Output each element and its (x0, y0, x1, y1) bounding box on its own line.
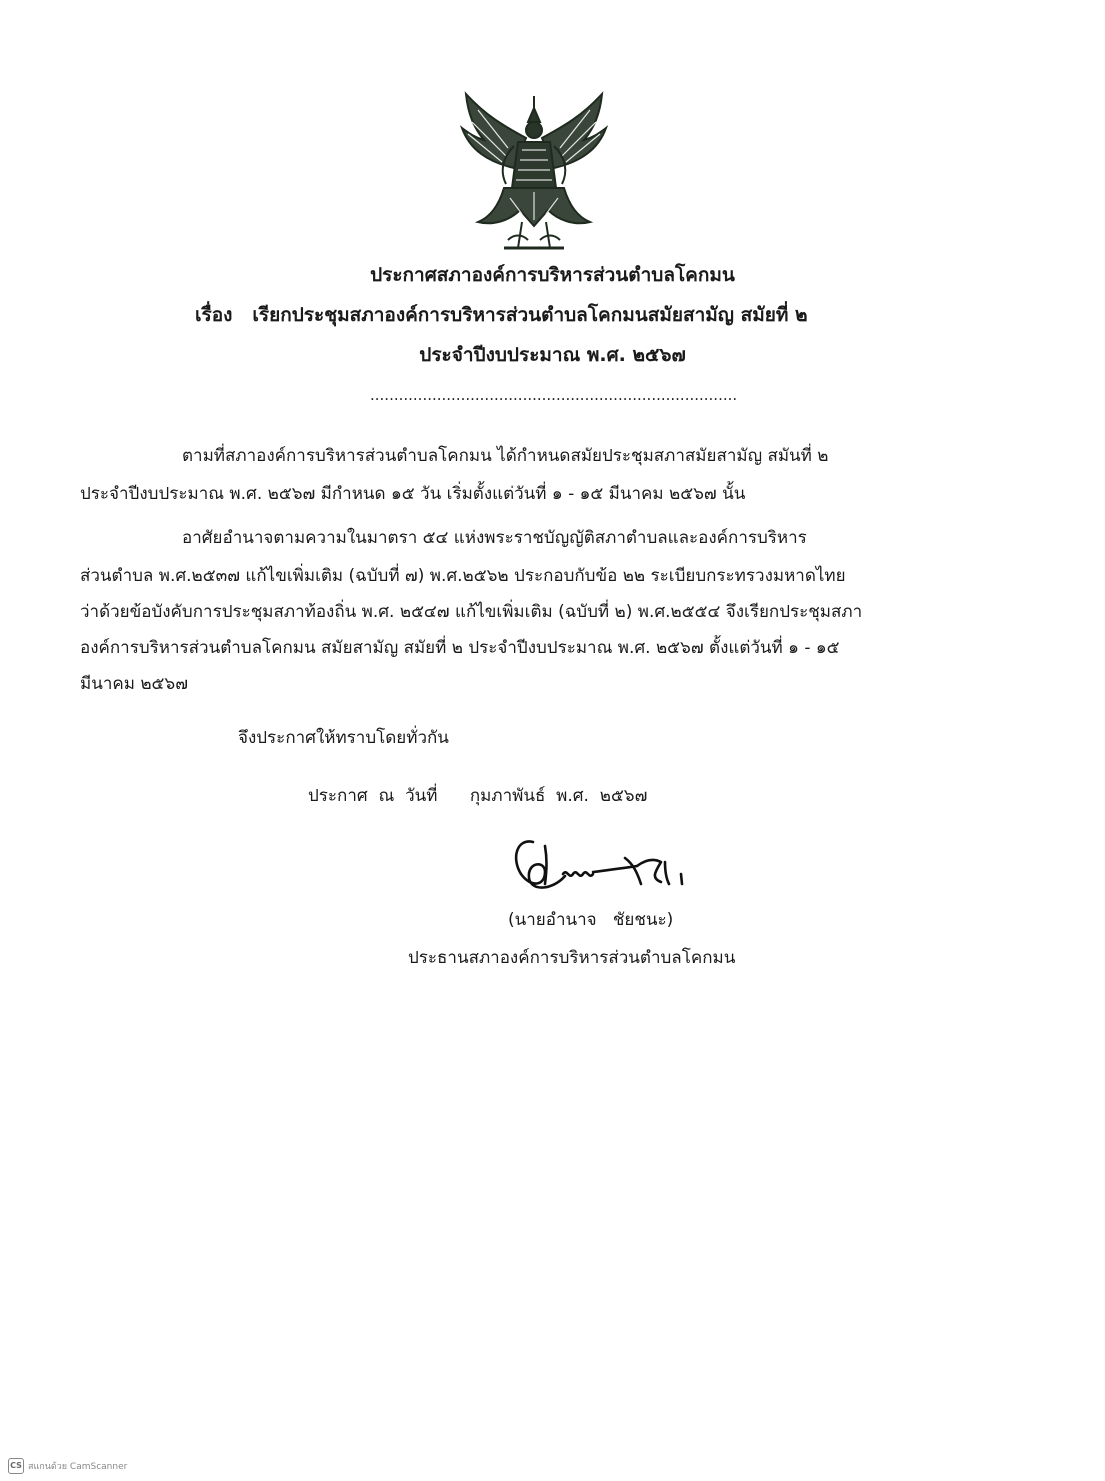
para1-line2: ประจำปีงบประมาณ พ.ศ. ๒๕๖๗ มีกำหนด ๑๕ วัน เริ่มตั้งแต่วันที่ ๑ - ๑๕ มีนาคม ๒๕๖๗ นั้น (80, 484, 746, 504)
subject-label: เรื่อง (195, 304, 233, 326)
fiscal-year-line: ประจำปีงบประมาณ พ.ศ. ๒๕๖๗ (419, 344, 686, 366)
garuda-emblem (448, 88, 620, 258)
subject-text: เรียกประชุมสภาองค์การบริหารส่วนตำบลโคกมนสมัยสามัญ สมัยที่ ๒ (252, 304, 808, 326)
para2-line1: อาศัยอำนาจตามความในมาตรา ๕๔ แห่งพระราชบัญญัติสภาตำบลและองค์การบริหาร (182, 528, 807, 548)
para2-line3: ว่าด้วยข้อบังคับการประชุมสภาท้องถิ่น พ.ศ. ๒๕๔๗ แก้ไขเพิ่มเติม (ฉบับที่ ๒) พ.ศ.๒๕๕๔ จึงเรียกประชุมสภา (80, 602, 863, 622)
para1-line1: ตามที่สภาองค์การบริหารส่วนตำบลโคกมน ได้กำหนดสมัยประชุมสภาสมัยสามัญ สมันที่ ๒ (182, 446, 829, 466)
announce-line: จึงประกาศให้ทราบโดยทั่วกัน (238, 728, 449, 748)
announcement-title: ประกาศสภาองค์การบริหารส่วนตำบลโคกมน (370, 264, 735, 286)
date-line: ประกาศ ณ วันที่ กุมภาพันธ์ พ.ศ. ๒๕๖๗ (308, 786, 648, 806)
signatory-position: ประธานสภาองค์การบริหารส่วนตำบลโคกมน (408, 948, 736, 968)
camscanner-logo-icon: CS (8, 1458, 24, 1474)
scanner-watermark (8, 1458, 127, 1474)
para2-line2: ส่วนตำบล พ.ศ.๒๕๓๗ แก้ไขเพิ่มเติม (ฉบับที่ ๗) พ.ศ.๒๕๖๒ ประกอบกับข้อ ๒๒ ระเบียบกระทรวงมหาดไทย (80, 566, 846, 586)
separator-dots: ............................................................................. (370, 386, 738, 404)
signatory-name: (นายอำนาจ ชัยชนะ) (508, 910, 674, 930)
announcement-subject (195, 300, 808, 330)
para2-line5: มีนาคม ๒๕๖๗ (80, 674, 189, 694)
handwritten-signature (505, 828, 705, 898)
scanner-text: สแกนด้วย CamScanner (28, 1462, 128, 1472)
para2-line4: องค์การบริหารส่วนตำบลโคกมน สมัยสามัญ สมัยที่ ๒ ประจำปีงบประมาณ พ.ศ. ๒๕๖๗ ตั้งแต่วันที่ ๑ - ๑๕ (80, 638, 840, 658)
